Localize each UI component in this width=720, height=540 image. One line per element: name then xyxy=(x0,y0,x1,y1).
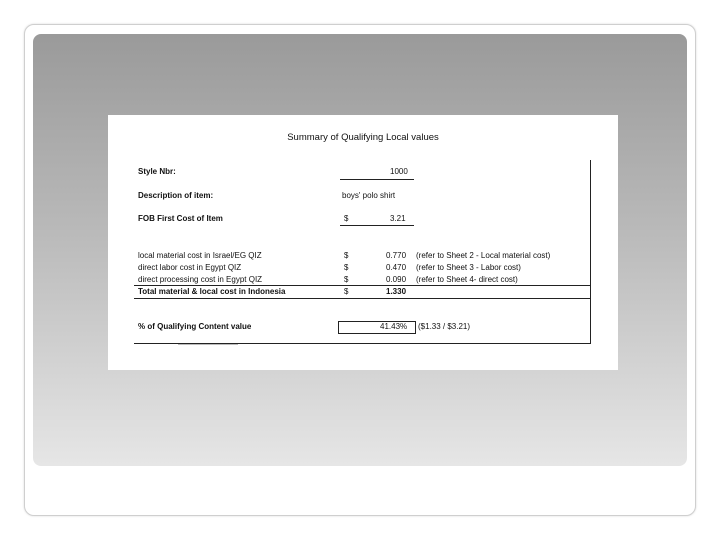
cost-row-currency: $ xyxy=(344,275,349,284)
qualifying-value: 41.43% xyxy=(380,322,408,331)
total-value: 1.330 xyxy=(386,287,407,296)
qualifying-formula: ($1.33 / $3.21) xyxy=(418,322,471,331)
cost-row-value: 0.770 xyxy=(386,251,407,260)
description-value: boys' polo shirt xyxy=(342,191,396,200)
cost-row-value: 0.090 xyxy=(386,275,407,284)
cost-row-label: direct labor cost in Egypt QIZ xyxy=(138,263,242,272)
scanned-document xyxy=(108,115,618,370)
cost-row-value: 0.470 xyxy=(386,263,407,272)
total-currency: $ xyxy=(344,287,349,296)
fob-value: 3.21 xyxy=(390,214,406,223)
style-nbr-value: 1000 xyxy=(390,167,408,176)
qualifying-label: % of Qualifying Content value xyxy=(138,322,252,331)
cost-row-note: (refer to Sheet 3 - Labor cost) xyxy=(416,263,521,272)
style-nbr-label: Style Nbr: xyxy=(138,167,176,176)
cost-row-label: local material cost in Israel/EG QIZ xyxy=(138,251,262,260)
description-label: Description of item: xyxy=(138,191,214,200)
cost-row-label: direct processing cost in Egypt QIZ xyxy=(138,275,263,284)
style-nbr-underline xyxy=(340,179,414,180)
cost-row-note: (refer to Sheet 2 - Local material cost) xyxy=(416,251,551,260)
cost-row-note: (refer to Sheet 4- direct cost) xyxy=(416,275,518,284)
fob-currency: $ xyxy=(344,214,349,223)
fob-underline xyxy=(340,225,414,226)
cost-row-currency: $ xyxy=(344,263,349,272)
scan-artifact xyxy=(178,344,238,345)
total-separator xyxy=(134,285,590,286)
cost-row-currency: $ xyxy=(344,251,349,260)
document-title: Summary of Qualifying Local values xyxy=(287,132,439,143)
total-bottom-rule xyxy=(134,298,590,299)
total-label: Total material & local cost in Indonesia xyxy=(138,287,286,296)
fob-label: FOB First Cost of Item xyxy=(138,214,223,223)
